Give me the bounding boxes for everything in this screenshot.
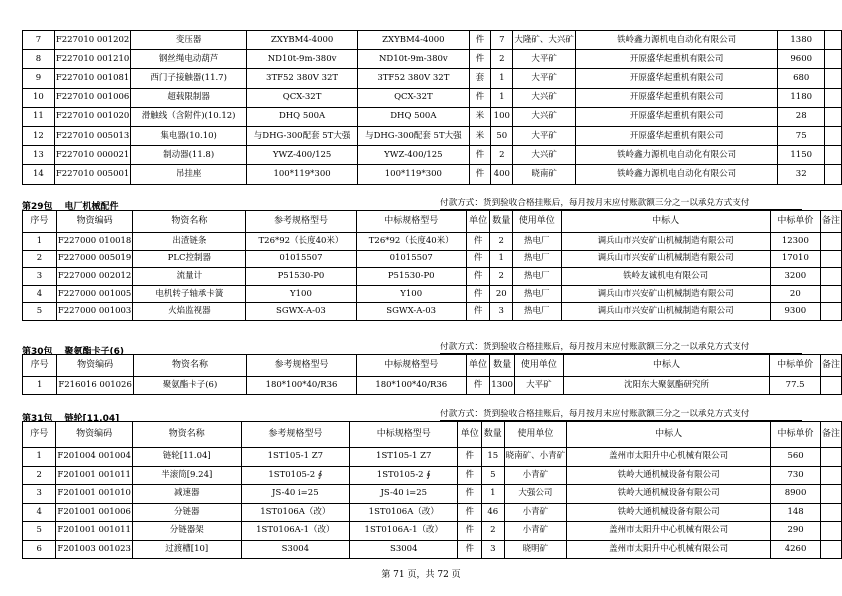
table-row: [23, 268, 842, 286]
winner-cell: 调兵山市兴安矿山机械制造有限公司: [561, 233, 770, 251]
winner-cell: 调兵山市兴安矿山机械制造有限公司: [561, 285, 770, 303]
user-cell: 热电厂: [513, 285, 561, 303]
price-cell: 28: [778, 107, 825, 126]
ref-spec-cell: QCX-32T: [246, 88, 357, 107]
bid-spec-cell: ZXYBM4-4000: [358, 31, 469, 50]
note-cell: [820, 522, 841, 541]
winner-cell: 铁岭鑫力源机电自动化有限公司: [575, 165, 777, 184]
name-cell: 出渣链条: [133, 233, 246, 251]
header-ref-spec: 参考规格型号: [241, 422, 349, 448]
unit-cell: 件: [458, 466, 481, 485]
bid-spec-cell: 1ST0106A（改）: [350, 503, 458, 522]
name-cell: 滑触线（含附件)(10.12): [131, 107, 247, 126]
user-cell: 小青矿: [504, 503, 567, 522]
table-header-row: [23, 422, 842, 448]
package-29-table: [22, 210, 842, 321]
table-row: [23, 540, 842, 559]
winner-cell: 调兵山市兴安矿山机械制造有限公司: [561, 303, 770, 321]
user-cell: 大强公司: [504, 485, 567, 504]
qty-cell: 2: [490, 233, 513, 251]
unit-cell: 件: [466, 233, 490, 251]
ref-spec-cell: DHQ 500A: [246, 107, 357, 126]
page-footer: 第 71 页，共 72 页: [381, 570, 461, 580]
table-row: [23, 522, 842, 541]
unit-cell: 件: [469, 165, 491, 184]
qty-cell: 2: [491, 50, 513, 69]
price-cell: 32: [778, 165, 825, 184]
ref-spec-cell: 与DHG-300配套 5T大强: [246, 126, 357, 145]
bid-spec-cell: 与DHG-300配套 5T大强: [358, 126, 469, 145]
qty-cell: 20: [490, 285, 513, 303]
name-cell: 火焰监视器: [133, 303, 246, 321]
winner-cell: 开原盛华起重机有限公司: [575, 69, 777, 88]
header-code: 物资编码: [57, 355, 134, 377]
header-unit: 单位: [466, 211, 490, 233]
seq-cell: 9: [23, 69, 55, 88]
unit-cell: 米: [469, 107, 491, 126]
unit-cell: 件: [458, 522, 481, 541]
header-price: 中标单价: [771, 422, 821, 448]
ref-spec-cell: 180*100*40/R36: [247, 377, 357, 395]
qty-cell: 1: [491, 88, 513, 107]
unit-cell: 件: [466, 285, 490, 303]
table-row: [23, 485, 842, 504]
name-cell: 集电器(10.10): [131, 126, 247, 145]
code-cell: F227010 005001: [54, 165, 131, 184]
seq-cell: 5: [23, 522, 56, 541]
seq-cell: 12: [23, 126, 55, 145]
note-cell: [820, 540, 841, 559]
header-note: 备注: [820, 211, 841, 233]
note-cell: [820, 377, 841, 395]
unit-cell: 件: [458, 448, 481, 467]
winner-cell: 开原盛华起重机有限公司: [575, 50, 777, 69]
code-cell: F201001 001010: [56, 485, 133, 504]
name-cell: 分链器架: [132, 522, 241, 541]
qty-cell: 1300: [490, 377, 515, 395]
code-cell: F227000 001003: [56, 303, 133, 321]
qty-cell: 46: [481, 503, 504, 522]
code-cell: F201001 001011: [56, 522, 133, 541]
seq-cell: 8: [23, 50, 55, 69]
seq-cell: 1: [23, 448, 56, 467]
user-cell: 大平矿: [513, 126, 576, 145]
user-cell: 晓明矿: [504, 540, 567, 559]
seq-cell: 2: [23, 466, 56, 485]
package-name: 聚氨酯卡子(6): [64, 347, 125, 357]
code-cell: F227010 001020: [54, 107, 131, 126]
ref-spec-cell: T26*92（长度40米）: [246, 233, 356, 251]
table-row: [23, 126, 842, 145]
table-row: [23, 165, 842, 184]
table-row: [23, 303, 842, 321]
user-cell: 热电厂: [513, 250, 561, 268]
header-bid-spec: 中标规格型号: [356, 355, 466, 377]
winner-cell: 铁岭大通机械设备有限公司: [567, 466, 771, 485]
qty-cell: 1: [491, 69, 513, 88]
header-name: 物资名称: [132, 422, 241, 448]
code-cell: F227010 001202: [54, 31, 131, 50]
bid-spec-cell: T26*92（长度40米）: [356, 233, 466, 251]
ref-spec-cell: JS-40 i=25: [241, 485, 349, 504]
code-cell: F227000 001005: [56, 285, 133, 303]
package-31-payment: 付款方式：货到验收合格挂账后，每月按月末应付账款额三分之一以承兑方式支付: [440, 409, 802, 421]
table-header-row: [23, 355, 842, 377]
unit-cell: 件: [469, 88, 491, 107]
bid-spec-cell: DHQ 500A: [358, 107, 469, 126]
code-cell: F201003 001023: [56, 540, 133, 559]
header-bid-spec: 中标规格型号: [356, 211, 466, 233]
qty-cell: 2: [491, 146, 513, 165]
name-cell: 流量计: [133, 268, 246, 286]
price-cell: 560: [771, 448, 821, 467]
note-cell: [825, 146, 842, 165]
header-unit: 单位: [458, 422, 481, 448]
note-cell: [820, 233, 841, 251]
header-code: 物资编码: [56, 211, 133, 233]
note-cell: [825, 107, 842, 126]
header-note: 备注: [820, 355, 841, 377]
winner-cell: 沈阳东大聚氨酯研究所: [563, 377, 770, 395]
seq-cell: 7: [23, 31, 55, 50]
unit-cell: 件: [458, 485, 481, 504]
seq-cell: 2: [23, 250, 57, 268]
unit-cell: 件: [466, 303, 490, 321]
bid-spec-cell: 100*119*300: [358, 165, 469, 184]
name-cell: 过渡槽[10]: [132, 540, 241, 559]
name-cell: 西门子接触器(11.7): [131, 69, 247, 88]
name-cell: 减速器: [132, 485, 241, 504]
bid-spec-cell: 1ST0106A-1（改）: [350, 522, 458, 541]
name-cell: PLC控制器: [133, 250, 246, 268]
ref-spec-cell: P51530-P0: [246, 268, 356, 286]
header-name: 物资名称: [133, 355, 246, 377]
package-label: 第31包: [22, 414, 53, 424]
ref-spec-cell: 01015507: [246, 250, 356, 268]
unit-cell: 件: [469, 146, 491, 165]
note-cell: [825, 31, 842, 50]
table-row: [23, 448, 842, 467]
header-ref-spec: 参考规格型号: [246, 211, 356, 233]
qty-cell: 3: [490, 303, 513, 321]
header-price: 中标单价: [770, 211, 820, 233]
qty-cell: 7: [491, 31, 513, 50]
qty-cell: 3: [481, 540, 504, 559]
ref-spec-cell: 3TF52 380V 32T: [246, 69, 357, 88]
ref-spec-cell: Y100: [246, 285, 356, 303]
header-winner: 中标人: [567, 422, 771, 448]
table-row: [23, 285, 842, 303]
header-qty: 数量: [490, 355, 515, 377]
ref-spec-cell: 1ST105-1 Z7: [241, 448, 349, 467]
bid-spec-cell: S3004: [350, 540, 458, 559]
package-label: 第29包: [22, 202, 53, 212]
name-cell: 变压器: [131, 31, 247, 50]
winner-cell: 盖州市太阳升中心机械有限公司: [567, 540, 771, 559]
header-ref-spec: 参考规格型号: [247, 355, 357, 377]
user-cell: 大兴矿: [513, 107, 576, 126]
qty-cell: 1: [490, 250, 513, 268]
name-cell: 分链器: [132, 503, 241, 522]
header-winner: 中标人: [563, 355, 770, 377]
package-30-table: [22, 354, 842, 395]
user-cell: 大兴矿: [513, 88, 576, 107]
bid-spec-cell: 01015507: [356, 250, 466, 268]
qty-cell: 50: [491, 126, 513, 145]
seq-cell: 1: [23, 377, 57, 395]
bid-spec-cell: 3TF52 380V 32T: [358, 69, 469, 88]
qty-cell: 400: [491, 165, 513, 184]
bid-spec-cell: SGWX-A-03: [356, 303, 466, 321]
header-name: 物资名称: [133, 211, 246, 233]
code-cell: F227000 002012: [56, 268, 133, 286]
name-cell: 钢丝绳电动葫芦: [131, 50, 247, 69]
unit-cell: 米: [469, 126, 491, 145]
code-cell: F216016 001026: [57, 377, 134, 395]
user-cell: 大平矿: [513, 69, 576, 88]
header-seq: 序号: [23, 355, 57, 377]
note-cell: [820, 303, 841, 321]
price-cell: 75: [778, 126, 825, 145]
user-cell: 晓南矿: [513, 165, 576, 184]
qty-cell: 15: [481, 448, 504, 467]
header-user: 使用单位: [513, 211, 561, 233]
header-price: 中标单价: [770, 355, 821, 377]
header-winner: 中标人: [561, 211, 770, 233]
ref-spec-cell: SGWX-A-03: [246, 303, 356, 321]
seq-cell: 4: [23, 285, 57, 303]
unit-cell: 件: [458, 503, 481, 522]
price-cell: 20: [770, 285, 820, 303]
table-row: [23, 31, 842, 50]
note-cell: [825, 165, 842, 184]
winner-cell: 开原盛华起重机有限公司: [575, 107, 777, 126]
package-name: 电厂机械配件: [64, 202, 119, 212]
package-name: 链轮[11.04]: [64, 414, 120, 424]
package-30-payment: 付款方式：货到验收合格挂账后，每月按月末应付账款额三分之一以承兑方式支付: [440, 342, 802, 354]
ref-spec-cell: 1ST0106A（改）: [241, 503, 349, 522]
note-cell: [820, 466, 841, 485]
seq-cell: 3: [23, 485, 56, 504]
user-cell: 热电厂: [513, 233, 561, 251]
header-qty: 数量: [490, 211, 513, 233]
note-cell: [825, 88, 842, 107]
bid-spec-cell: YWZ-400/125: [358, 146, 469, 165]
table-row: [23, 377, 842, 395]
header-qty: 数量: [481, 422, 504, 448]
note-cell: [825, 69, 842, 88]
unit-cell: 件: [458, 540, 481, 559]
seq-cell: 10: [23, 88, 55, 107]
price-cell: 148: [771, 503, 821, 522]
winner-cell: 铁岭大通机械设备有限公司: [567, 503, 771, 522]
package-label: 第30包: [22, 347, 53, 357]
package-31-table: [22, 421, 842, 559]
code-cell: F227010 001006: [54, 88, 131, 107]
note-cell: [820, 268, 841, 286]
code-cell: F201004 001004: [56, 448, 133, 467]
qty-cell: 100: [491, 107, 513, 126]
code-cell: F227010 005013: [54, 126, 131, 145]
bid-spec-cell: QCX-32T: [358, 88, 469, 107]
ref-spec-cell: ZXYBM4-4000: [246, 31, 357, 50]
winner-cell: 铁岭大通机械设备有限公司: [567, 485, 771, 504]
header-user: 使用单位: [504, 422, 567, 448]
bid-spec-cell: 180*100*40/R36: [356, 377, 466, 395]
winner-cell: 盖州市太阳升中心机械有限公司: [567, 522, 771, 541]
unit-cell: 件: [466, 377, 490, 395]
note-cell: [820, 503, 841, 522]
qty-cell: 1: [481, 485, 504, 504]
note-cell: [825, 126, 842, 145]
table-row: [23, 69, 842, 88]
ref-spec-cell: YWZ-400/125: [246, 146, 357, 165]
table-row: [23, 50, 842, 69]
seq-cell: 6: [23, 540, 56, 559]
name-cell: 链轮[11.04]: [132, 448, 241, 467]
code-cell: F201001 001006: [56, 503, 133, 522]
note-cell: [820, 485, 841, 504]
price-cell: 1150: [778, 146, 825, 165]
user-cell: 小青矿: [504, 466, 567, 485]
seq-cell: 4: [23, 503, 56, 522]
user-cell: 热电厂: [513, 303, 561, 321]
user-cell: 热电厂: [513, 268, 561, 286]
table-row: [23, 503, 842, 522]
table-row: [23, 107, 842, 126]
bid-spec-cell: 1ST105-1 Z7: [350, 448, 458, 467]
price-cell: 4260: [771, 540, 821, 559]
bid-spec-cell: P51530-P0: [356, 268, 466, 286]
header-code: 物资编码: [56, 422, 133, 448]
unit-cell: 件: [469, 31, 491, 50]
table-row: [23, 250, 842, 268]
ref-spec-cell: ND10t-9m-380v: [246, 50, 357, 69]
unit-cell: 件: [466, 268, 490, 286]
price-cell: 77.5: [770, 377, 821, 395]
name-cell: 半滚筒[9.24]: [132, 466, 241, 485]
price-cell: 8900: [771, 485, 821, 504]
winner-cell: 调兵山市兴安矿山机械制造有限公司: [561, 250, 770, 268]
price-cell: 3200: [770, 268, 820, 286]
header-unit: 单位: [466, 355, 490, 377]
user-cell: 小青矿: [504, 522, 567, 541]
package-29-payment: 付款方式：货到验收合格挂账后，每月按月末应付账款额三分之一以承兑方式支付: [440, 198, 802, 210]
ref-spec-cell: 1ST0106A-1（改）: [241, 522, 349, 541]
qty-cell: 2: [490, 268, 513, 286]
seq-cell: 3: [23, 268, 57, 286]
table-row: [23, 146, 842, 165]
winner-cell: 开原盛华起重机有限公司: [575, 88, 777, 107]
code-cell: F227000 005019: [56, 250, 133, 268]
ref-spec-cell: 100*119*300: [246, 165, 357, 184]
header-seq: 序号: [23, 422, 56, 448]
winner-cell: 铁岭鑫力源机电自动化有限公司: [575, 146, 777, 165]
name-cell: 制动器(11.8): [131, 146, 247, 165]
user-cell: 大兴矿: [513, 146, 576, 165]
price-cell: 12300: [770, 233, 820, 251]
ref-spec-cell: S3004: [241, 540, 349, 559]
price-cell: 290: [771, 522, 821, 541]
price-cell: 9600: [778, 50, 825, 69]
header-note: 备注: [820, 422, 841, 448]
unit-cell: 件: [466, 250, 490, 268]
note-cell: [820, 448, 841, 467]
seq-cell: 11: [23, 107, 55, 126]
header-bid-spec: 中标规格型号: [350, 422, 458, 448]
winner-cell: 铁岭友诚机电有限公司: [561, 268, 770, 286]
price-cell: 1380: [778, 31, 825, 50]
table-row: [23, 88, 842, 107]
seq-cell: 5: [23, 303, 57, 321]
name-cell: 电机转子轴承卡簧: [133, 285, 246, 303]
winner-cell: 开原盛华起重机有限公司: [575, 126, 777, 145]
top-items-table: [22, 30, 842, 185]
name-cell: 超载限制器: [131, 88, 247, 107]
bid-spec-cell: ND10t-9m-380v: [358, 50, 469, 69]
code-cell: F227010 000021: [54, 146, 131, 165]
seq-cell: 13: [23, 146, 55, 165]
winner-cell: 盖州市太阳升中心机械有限公司: [567, 448, 771, 467]
bid-spec-cell: 1ST0105-2 ∮: [350, 466, 458, 485]
bid-spec-cell: JS-40 i=25: [350, 485, 458, 504]
price-cell: 17010: [770, 250, 820, 268]
ref-spec-cell: 1ST0105-2 ∮: [241, 466, 349, 485]
code-cell: F227000 010018: [56, 233, 133, 251]
user-cell: 晓南矿、小青矿: [504, 448, 567, 467]
price-cell: 680: [778, 69, 825, 88]
price-cell: 730: [771, 466, 821, 485]
unit-cell: 件: [469, 50, 491, 69]
user-cell: 大平矿: [513, 50, 576, 69]
name-cell: 聚氨酯卡子(6): [133, 377, 246, 395]
code-cell: F201001 001011: [56, 466, 133, 485]
code-cell: F227010 001081: [54, 69, 131, 88]
note-cell: [825, 50, 842, 69]
table-header-row: [23, 211, 842, 233]
seq-cell: 14: [23, 165, 55, 184]
qty-cell: 5: [481, 466, 504, 485]
name-cell: 吊挂座: [131, 165, 247, 184]
winner-cell: 铁岭鑫力源机电自动化有限公司: [575, 31, 777, 50]
code-cell: F227010 001210: [54, 50, 131, 69]
note-cell: [820, 285, 841, 303]
header-user: 使用单位: [514, 355, 563, 377]
user-cell: 大隆矿、大兴矿: [513, 31, 576, 50]
qty-cell: 2: [481, 522, 504, 541]
price-cell: 1180: [778, 88, 825, 107]
price-cell: 9300: [770, 303, 820, 321]
seq-cell: 1: [23, 233, 57, 251]
note-cell: [820, 250, 841, 268]
unit-cell: 套: [469, 69, 491, 88]
bid-spec-cell: Y100: [356, 285, 466, 303]
table-row: [23, 233, 842, 251]
header-seq: 序号: [23, 211, 57, 233]
user-cell: 大平矿: [514, 377, 563, 395]
table-row: [23, 466, 842, 485]
